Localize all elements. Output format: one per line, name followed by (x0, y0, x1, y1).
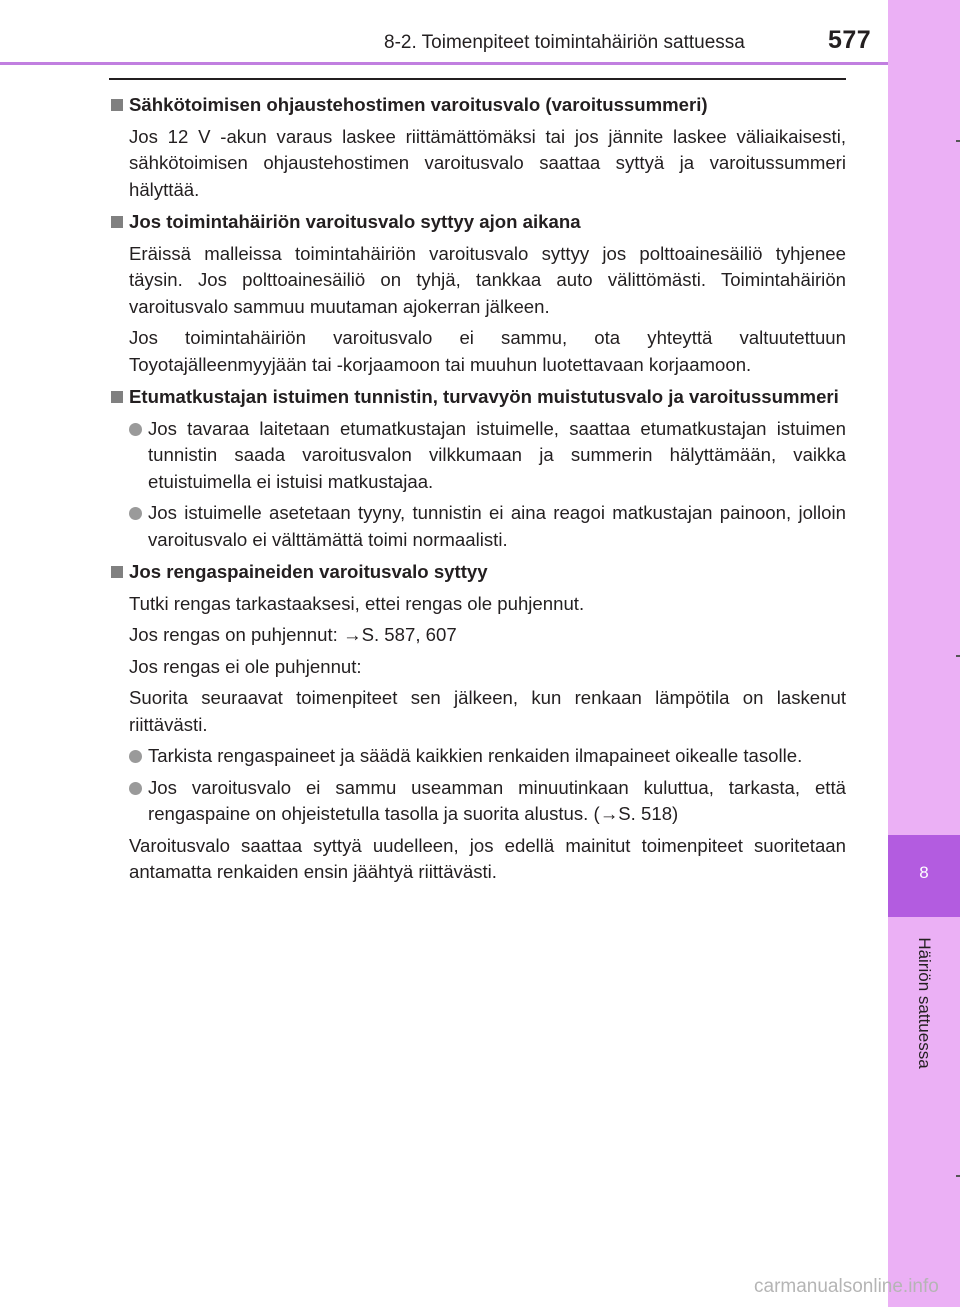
bullet-item (129, 743, 846, 770)
section (109, 92, 846, 203)
bullet-text: Jos istuimelle asetetaan tyyny, tunnistin ei aina reagoi matkustajan painoon, jolloin varoitusvalo ei välttämättä toimi normaalisti. (148, 502, 846, 550)
chapter-label: Häiriön sattuessa (915, 937, 934, 1069)
section-heading (109, 384, 846, 411)
header-rule (0, 62, 888, 65)
page-reference: Jos rengas on puhjennut: →S. 587, 607 (129, 624, 457, 645)
tab-tick (956, 140, 960, 142)
paragraph: Jos rengas ei ole puhjennut: (129, 655, 362, 677)
bullet-item (129, 416, 846, 496)
paragraph: Eräissä malleissa toimintahäiriön varoitusvalo syttyy jos polttoainesäiliö tyhjenee täysin. Jos polttoainesäiliö on tyhjä, tankkaa auto välittömästi. Toimintahäiriön varoitusvalo sammuu muutaman ajokerran jälkeen. (129, 242, 846, 317)
watermark: carmanualsonline.info (754, 1276, 939, 1297)
paragraph: Jos 12 V -akun varaus laskee riittämättömäksi tai jos jännite laskee väliaikaisesti, sähkötoimisen ohjaustehostimen varoitusvalo saattaa syttyä ja varoitussummeri hälyttää. (129, 125, 846, 200)
round-bullet-icon (129, 750, 142, 763)
section-title: Sähkötoimisen ohjaustehostimen varoitusvalo (varoitussummeri) (129, 94, 708, 115)
tab-tick (956, 1175, 960, 1177)
square-bullet-icon (111, 566, 123, 578)
section (109, 209, 846, 378)
square-bullet-icon (111, 99, 123, 111)
section-title: Jos rengaspaineiden varoitusvalo syttyy (129, 561, 488, 582)
tab-tick (956, 655, 960, 657)
section-title: Etumatkustajan istuimen tunnistin, turvavyön muistutusvalo ja varoitussummeri (129, 386, 839, 407)
side-tab (888, 0, 960, 1307)
bullet-item (129, 500, 846, 553)
round-bullet-icon (129, 507, 142, 520)
page-number: 577 (828, 26, 872, 54)
square-bullet-icon (111, 391, 123, 403)
page-content (109, 92, 846, 892)
section (109, 384, 846, 553)
running-header: 8-2. Toimenpiteet toimintahäiriön sattuessa (384, 32, 745, 53)
section (109, 559, 846, 886)
paragraph: Tutki rengas tarkastaaksesi, ettei rengas ole puhjennut. (129, 592, 585, 614)
paragraph: Jos toimintahäiriön varoitusvalo ei sammu, ota yhteyttä valtuutettuun Toyotajälleenmyyjään tai -korjaamoon tai muuhun luotettavaan korjaamoon. (129, 327, 846, 375)
square-bullet-icon (111, 216, 123, 228)
bullet-text: Tarkista rengaspaineet ja säädä kaikkien renkaiden ilmapaineet oikealle tasolle. (148, 745, 803, 766)
round-bullet-icon (129, 423, 142, 436)
content-rule (109, 78, 846, 80)
bullet-text: Jos varoitusvalo ei sammu useamman minuutinkaan kuluttua, tarkasta, että rengaspaine on ohjeistetulla tasolla ja suorita alustus. (→S. 518) (148, 776, 846, 824)
paragraph: Varoitusvalo saattaa syttyä uudelleen, jos edellä mainitut toimenpiteet suoritetaan antamatta renkaiden ensin jäähtyä riittävästi. (129, 834, 846, 882)
round-bullet-icon (129, 782, 142, 795)
chapter-number: 8 (919, 863, 929, 882)
section-title: Jos toimintahäiriön varoitusvalo syttyy ajon aikana (129, 211, 581, 232)
section-heading (109, 209, 846, 236)
section-heading (109, 92, 846, 119)
bullet-text: Jos tavaraa laitetaan etumatkustajan istuimelle, saattaa etumatkustajan istuimen tunnistin saada varoitusvalon vilkkumaan ja summerin hälyttämään, vaikka etuistuimella ei istuisi matkustajaa. (148, 417, 846, 492)
paragraph: Suorita seuraavat toimenpiteet sen jälkeen, kun renkaan lämpötila on laskenut riittävästi. (129, 687, 846, 735)
bullet-item (129, 775, 846, 828)
section-heading (109, 559, 846, 586)
